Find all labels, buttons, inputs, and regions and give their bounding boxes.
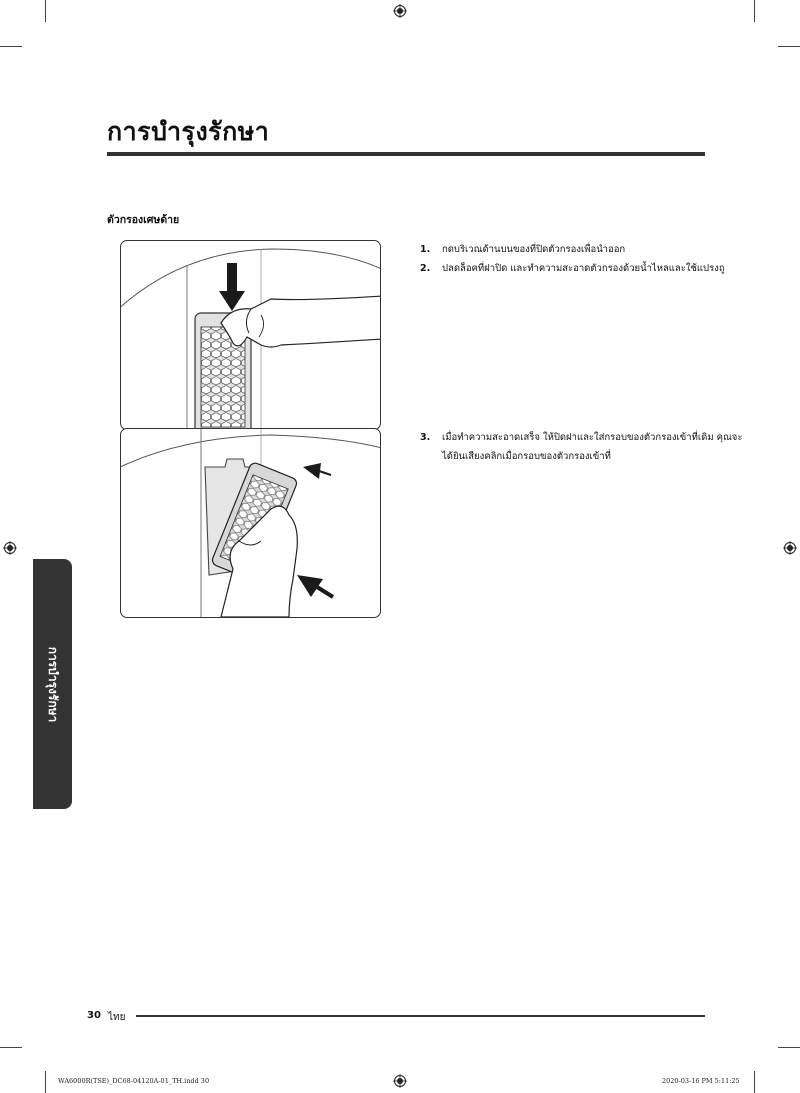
footer-language: ไทย bbox=[108, 1012, 126, 1023]
step-text: ได้ยินเสียงคลิกเมื่อกรอบของตัวกรองเข้าที่ bbox=[442, 451, 611, 462]
arrow-icon bbox=[303, 463, 331, 479]
step-text: กดบริเวณด้านบนของที่ปิดตัวกรองเพื่อนำออก bbox=[442, 244, 626, 255]
registration-mark-icon bbox=[783, 541, 797, 555]
lint-filter-icon bbox=[121, 241, 380, 429]
footer-rule bbox=[136, 1015, 705, 1017]
crop-mark bbox=[45, 1071, 46, 1093]
step-text: เมื่อทำความสะอาดเสร็จ ให้ปิดฝาและใส่กรอบของตัวกรองเข้าที่เดิม คุณจะ bbox=[442, 432, 743, 443]
hand-icon bbox=[221, 296, 380, 347]
step-text: ปลดล็อคที่ฝาปิด และทำความสะอาดตัวกรองด้วยน้ำไหลและใช้แปรงถู bbox=[442, 263, 725, 274]
crop-mark bbox=[0, 1047, 22, 1048]
arrow-icon bbox=[297, 575, 333, 597]
side-tab-label: การบำรุงรักษา bbox=[46, 646, 60, 722]
print-slug-file: WA6000R(TSE)_DC68-04120A-01_TH.indd 30 bbox=[58, 1077, 210, 1085]
page-title: การบำรุงรักษา bbox=[107, 117, 270, 146]
illustration-remove-filter bbox=[120, 240, 381, 430]
step-number: 1. bbox=[420, 244, 431, 255]
crop-mark bbox=[754, 1071, 755, 1093]
section-heading: ตัวกรองเศษด้าย bbox=[107, 214, 180, 226]
print-slug-timestamp: 2020-03-16 PM 5:11:25 bbox=[662, 1077, 740, 1085]
step-number: 2. bbox=[420, 263, 431, 274]
crop-mark bbox=[778, 46, 800, 47]
registration-mark-icon bbox=[3, 541, 17, 555]
title-rule bbox=[107, 152, 705, 156]
illustration-insert-filter bbox=[120, 428, 381, 618]
crop-mark bbox=[0, 46, 22, 47]
registration-mark-icon bbox=[393, 1074, 407, 1088]
registration-mark-icon bbox=[393, 4, 407, 18]
crop-mark bbox=[754, 0, 755, 22]
page-number: 30 bbox=[87, 1010, 101, 1021]
chapter-side-tab bbox=[33, 559, 72, 809]
crop-mark bbox=[45, 0, 46, 22]
step-number: 3. bbox=[420, 432, 431, 443]
crop-mark bbox=[778, 1047, 800, 1048]
arrow-icon bbox=[219, 263, 245, 311]
lint-filter-icon bbox=[121, 429, 380, 617]
